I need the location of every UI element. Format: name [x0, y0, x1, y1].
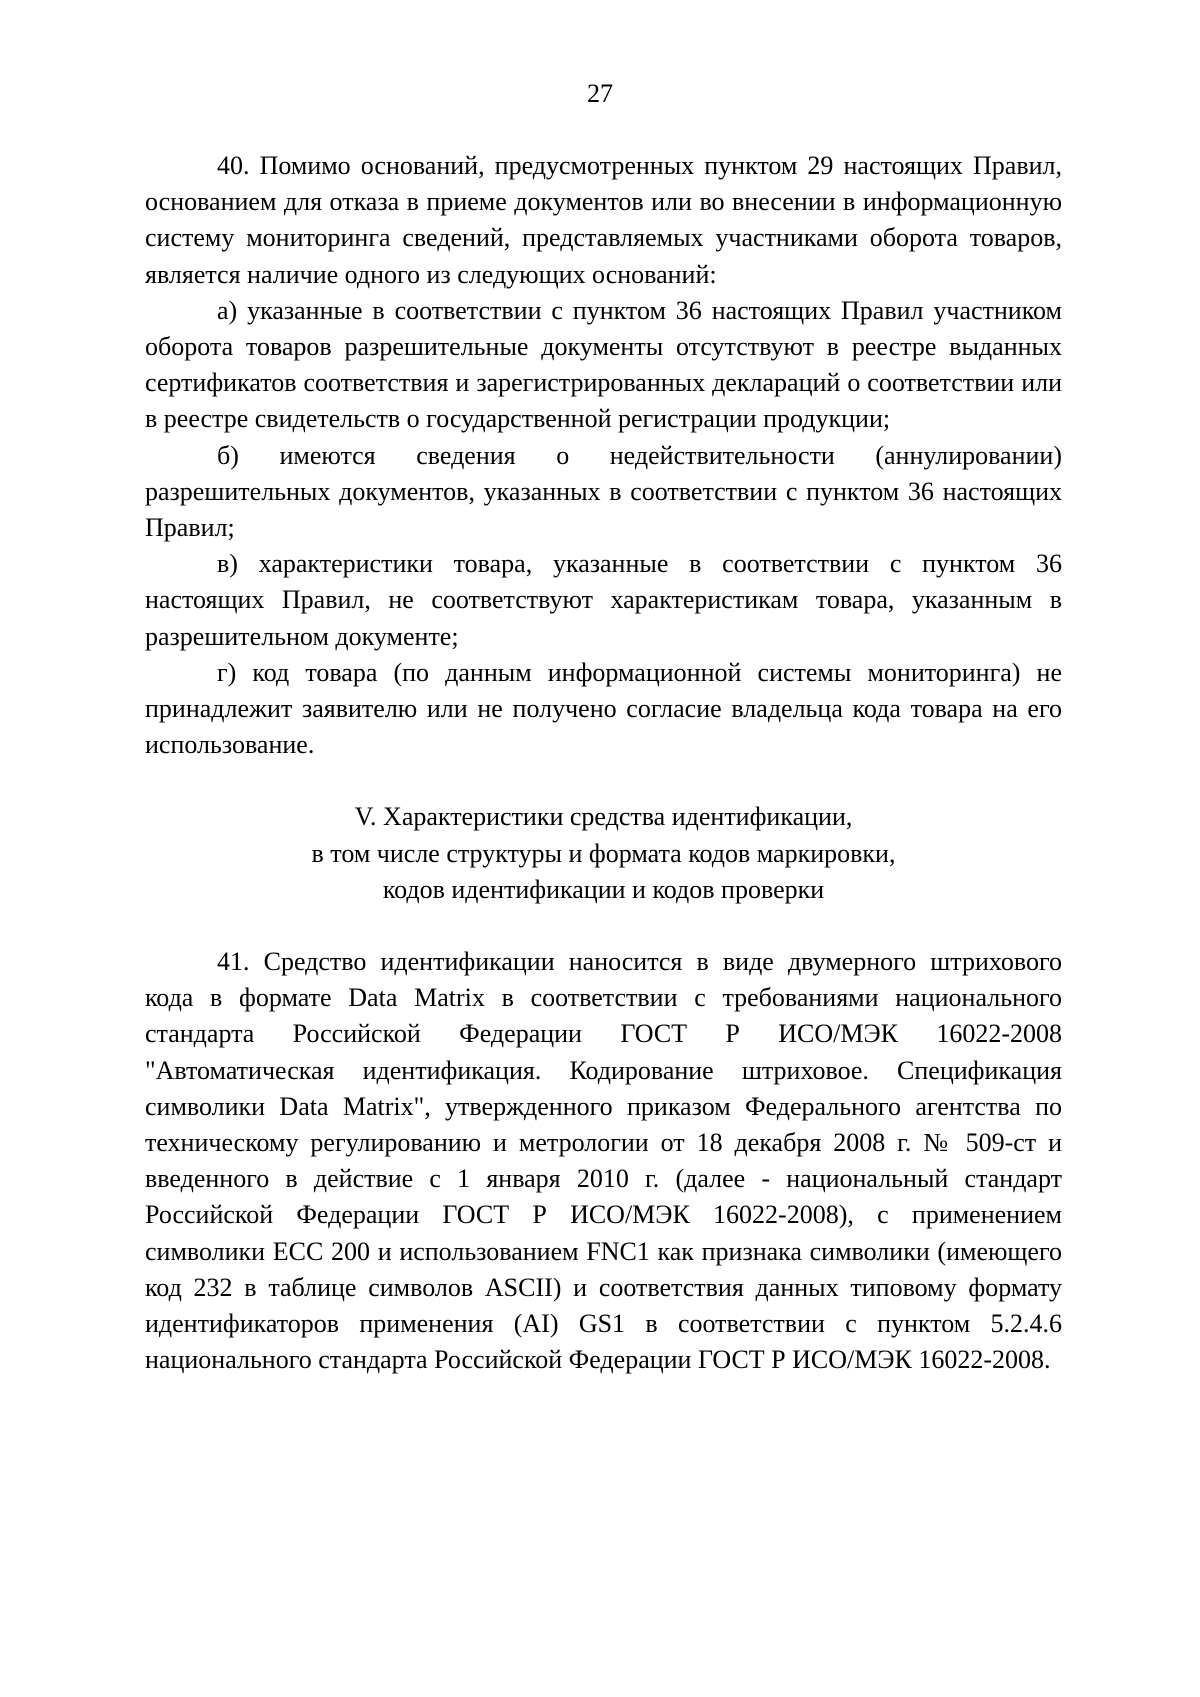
paragraph-40-d: г) код товара (по данным информационной системы мониторинга) не принадлежит заявителю или не получено согласие владельца кода товара на его использование.	[145, 657, 1062, 760]
page-number: 27	[587, 79, 613, 108]
paragraph-40: 40. Помимо оснований, предусмотренных пунктом 29 настоящих Правил, основанием для отказа в приеме документов или во внесении в информационную систему мониторинга сведений, представляемых участниками оборота товаров, является наличие одного из следующих оснований:	[145, 151, 1062, 289]
paragraph-40-a: а) указанные в соответствии с пунктом 36 настоящих Правил участником оборота товаров разрешительные документы отсутствуют в реестре выданных сертификатов соответствия и зарегистрированных деклараций о соответствии или в реестре свидетельств о государственной регистрации продукции;	[145, 295, 1062, 434]
section-heading	[145, 799, 1062, 908]
document-body	[145, 148, 1062, 1379]
paragraph-40-b: б) имеются сведения о недействительности (аннулировании) разрешительных документов, указанных в соответствии с пунктом 36 настоящих Правил;	[145, 440, 1062, 543]
section-heading-line-3: кодов идентификации и кодов проверки	[382, 874, 825, 904]
paragraph-41: 41. Средство идентификации наносится в виде двумерного штрихового кода в формате Data Matrix в соответствии с требованиями национального стандарта Российской Федерации ГОСТ Р ИСО/МЭК 16022-2008 "Автоматическая идентификация. Кодирование штриховое. Спецификация символики Data Matrix", утвержденного приказом Федерального агентства по техническому регулированию и метрологии от 18 декабря 2008 г. № 509-ст и введенного в действие с 1 января 2010 г. (далее - национальный стандарт Российской Федерации ГОСТ Р ИСО/МЭК 16022-2008), с применением символики ЕСС 200 и использованием FNC1 как признака символики (имеющего код 232 в таблице символов ASCII) и соответствия данных типовому формату идентификаторов применения (AI) GS1 в соответствии с пунктом 5.2.4.6 национального стандарта Российской Федерации ГОСТ Р ИСО/МЭК 16022-2008.	[145, 947, 1062, 1375]
paragraph-40-c: в) характеристики товара, указанные в соответствии с пунктом 36 настоящих Правил, не соответствуют характеристикам товара, указанным в разрешительном документе;	[145, 549, 1062, 651]
section-heading-line-1: V. Характеристики средства идентификации,	[354, 802, 853, 832]
section-heading-line-2: в том числе структуры и формата кодов маркировки,	[311, 838, 896, 868]
